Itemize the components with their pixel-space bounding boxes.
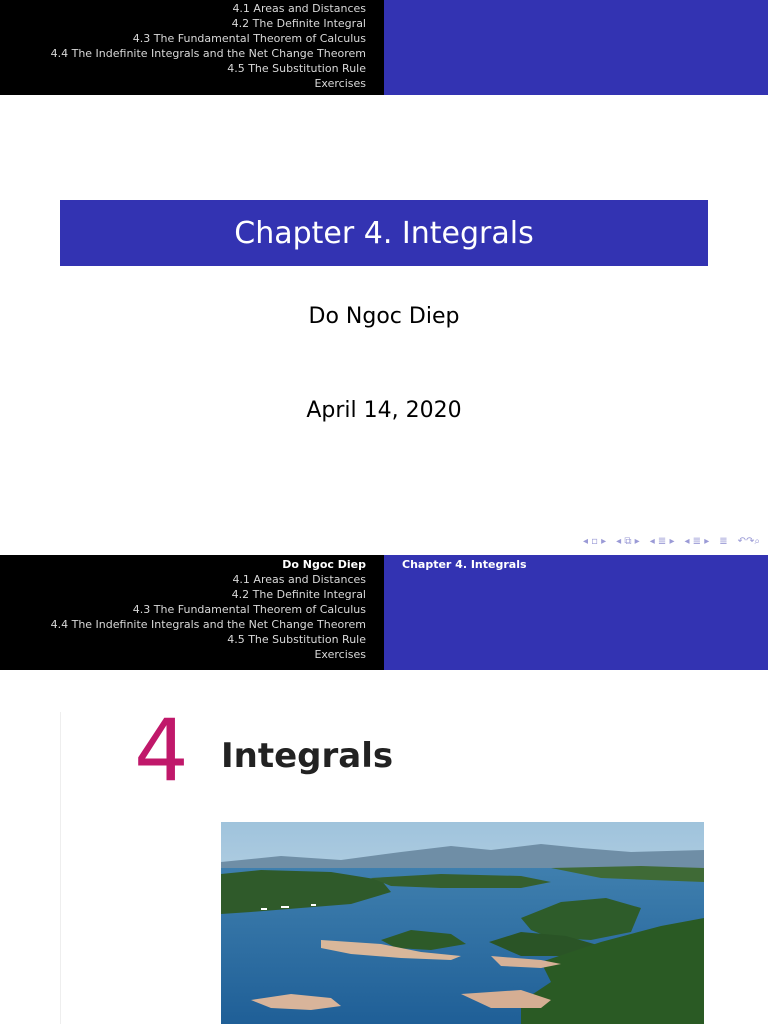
slide-author: Do Ngoc Diep	[308, 304, 460, 329]
headline-author[interactable]: Do Ngoc Diep	[282, 558, 366, 571]
headline-title-area	[384, 555, 768, 670]
slide-date: April 14, 2020	[306, 398, 462, 423]
section-link-4-4[interactable]: 4.4 The Indefinite Integrals and the Net Change Theorem	[50, 47, 366, 60]
beamer-navigation	[583, 536, 760, 547]
lake-photo	[221, 822, 704, 1024]
section-link-4-5[interactable]: 4.5 The Substitution Rule	[227, 633, 366, 646]
headline-chapter[interactable]: Chapter 4. Integrals	[402, 558, 527, 571]
nav-align-icon[interactable]: ≣	[719, 536, 728, 547]
headline-top	[0, 0, 768, 95]
section-link-4-1[interactable]: 4.1 Areas and Distances	[232, 573, 366, 586]
section-link-exercises[interactable]: Exercises	[314, 77, 366, 90]
section-link-4-4[interactable]: 4.4 The Indefinite Integrals and the Net Change Theorem	[50, 618, 366, 631]
section-link-4-5[interactable]: 4.5 The Substitution Rule	[227, 62, 366, 75]
headline-nav-sections	[0, 0, 384, 95]
lake-photo-illustration	[221, 822, 704, 1024]
section-link-4-3[interactable]: 4.3 The Fundamental Theorem of Calculus	[132, 32, 366, 45]
slide-title: Chapter 4. Integrals	[234, 215, 534, 251]
nav-search-icon[interactable]: ↶↷⌕	[737, 536, 760, 547]
section-link-4-1[interactable]: 4.1 Areas and Distances	[232, 2, 366, 15]
headline-title-area	[384, 0, 768, 95]
section-link-4-2[interactable]: 4.2 The Definite Integral	[231, 17, 366, 30]
section-link-4-2[interactable]: 4.2 The Definite Integral	[231, 588, 366, 601]
section-link-4-3[interactable]: 4.3 The Fundamental Theorem of Calculus	[132, 603, 366, 616]
nav-subsection-icon[interactable]: ◂ ≣ ▸	[649, 536, 675, 547]
headline-bottom	[0, 555, 768, 670]
section-link-exercises[interactable]: Exercises	[314, 648, 366, 661]
nav-prev-frame-icon[interactable]: ◂ ▫ ▸	[582, 536, 607, 547]
chapter-number: 4	[134, 701, 189, 801]
headline-nav-sections	[0, 555, 384, 670]
page-edge	[60, 712, 61, 1024]
nav-frame-icon[interactable]: ◂ ⧉ ▸	[616, 536, 640, 547]
nav-section-icon[interactable]: ◂ ≣ ▸	[684, 536, 710, 547]
chapter-title: Integrals	[221, 736, 394, 776]
slide-title-box	[60, 200, 708, 266]
